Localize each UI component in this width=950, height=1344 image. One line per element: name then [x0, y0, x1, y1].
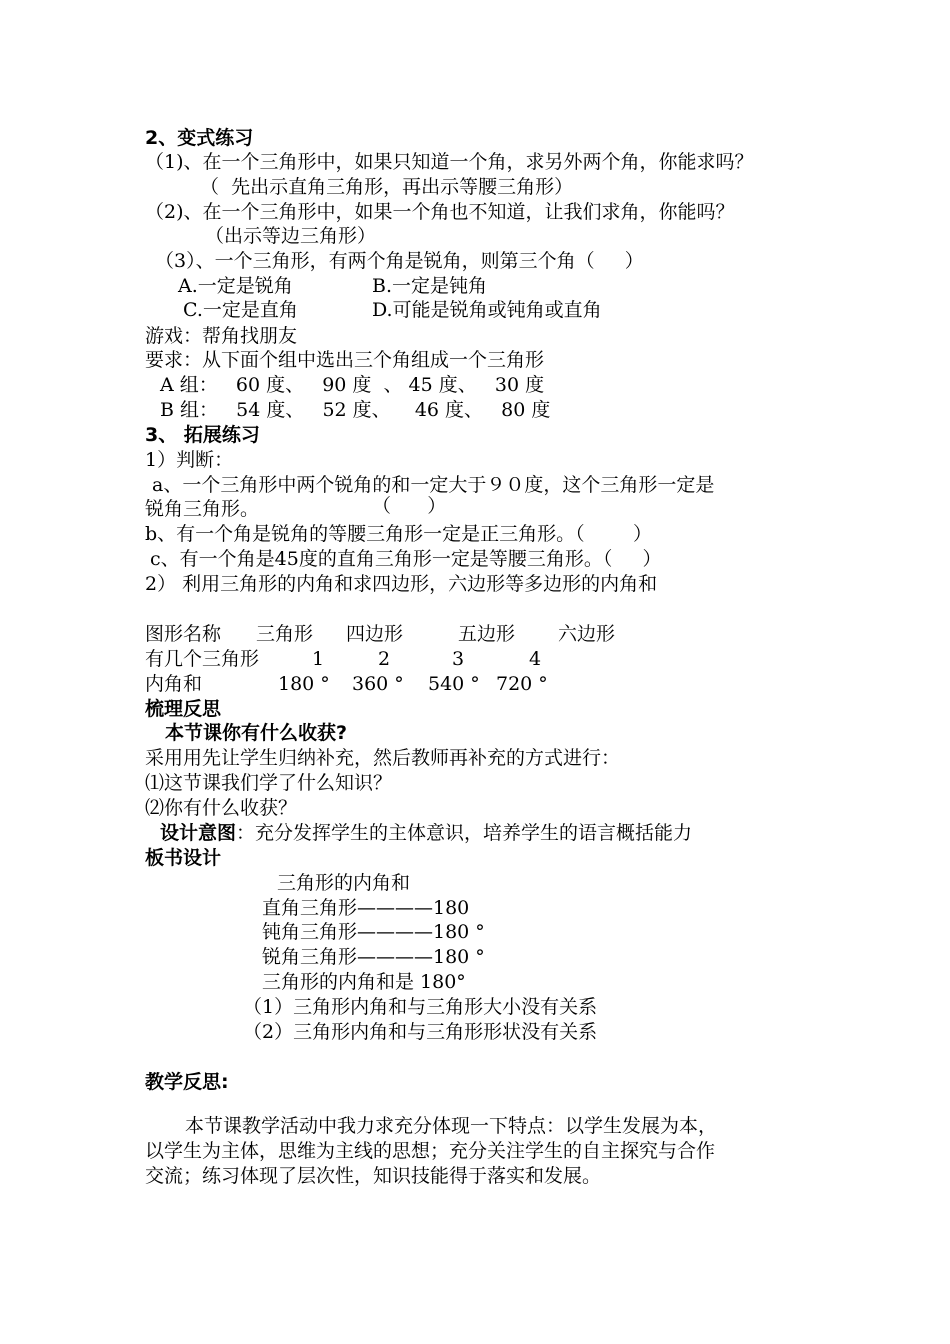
board-line-right: 直角三角形————180 [262, 897, 470, 919]
table-cell: 四边形 [346, 623, 404, 645]
game-title: 游戏：帮角找朋友 [145, 325, 298, 347]
question-2: （2)、在一个三角形中，如果一个角也不知道，让我们求角，你能吗？ [145, 201, 735, 223]
table-cell: 360 ° [352, 673, 404, 695]
section-heading-extension: 3、 拓展练习 [145, 424, 260, 446]
teaching-reflection-line3: 交流；练习体现了层次性，知识技能得于落实和发展。 [145, 1165, 602, 1187]
judge-label: 1）判断： [145, 449, 234, 471]
table-cell: 720 ° [496, 673, 548, 695]
reflection-question-2: ⑵你有什么收获？ [145, 797, 298, 819]
table-cell: 3 [452, 648, 465, 670]
board-line-sum: 三角形的内角和是 180° [262, 971, 466, 993]
judge-a-answer-paren: （ ） [372, 495, 447, 517]
judge-c: c、有一个角是45度的直角三角形一定是等腰三角形。（ ） [150, 548, 662, 570]
question-1: （1)、在一个三角形中，如果只知道一个角，求另外两个角，你能求吗？ [145, 151, 754, 173]
reflection-subheading: 本节课你有什么收获? [165, 722, 348, 744]
board-line-obtuse: 钝角三角形————180 ° [262, 921, 485, 943]
table-cell: 图形名称 [145, 623, 222, 645]
judge-a-line1: a、一个三角形中两个锐角的和一定大于９０度，这个三角形一定是 [152, 474, 715, 496]
board-title: 三角形的内角和 [277, 872, 411, 894]
reflection-method: 采用用先让学生归纳补充，然后教师再补充的方式进行： [145, 747, 621, 769]
option-b: B.一定是钝角 [372, 275, 488, 297]
section-heading-reflection: 梳理反思 [145, 698, 222, 720]
table-cell: 180 ° [278, 673, 330, 695]
design-intent-text: ：充分发挥学生的主体意识，培养学生的语言概括能力 [236, 822, 693, 844]
judge-b: b、有一个角是锐角的等腰三角形一定是正三角形。（ ） [145, 523, 652, 545]
table-cell: 五边形 [458, 623, 516, 645]
question-1-note: （ 先出示直角三角形，再出示等腰三角形） [200, 176, 574, 198]
table-cell: 540 ° [428, 673, 480, 695]
group-a: A 组： 60 度、 90 度 、 45 度、 30 度 [160, 374, 545, 396]
option-d: D.可能是锐角或钝角或直角 [372, 299, 602, 321]
table-cell: 六边形 [558, 623, 616, 645]
option-a: A.一定是锐角 [178, 275, 293, 297]
design-intent [160, 821, 692, 845]
teaching-reflection-line2: 以学生为主体，思维为主线的思想；充分关注学生的自主探究与合作 [145, 1140, 716, 1162]
section-heading-teaching-reflection: 教学反思: [145, 1071, 229, 1093]
option-c: C.一定是直角 [183, 299, 298, 321]
table-cell: 2 [378, 648, 391, 670]
question-3: （3）、一个三角形，有两个角是锐角，则第三个角（ ） [155, 250, 644, 272]
table-cell: 4 [529, 648, 542, 670]
section-heading-variant-practice: 2、变式练习 [145, 127, 254, 149]
judge-a-line2: 锐角三角形。 [145, 498, 260, 520]
table-cell: 三角形 [256, 623, 314, 645]
teaching-reflection-line1: 本节课教学活动中我力求充分体现一下特点：以学生发展为本， [185, 1115, 718, 1137]
reflection-question-1: ⑴这节课我们学了什么知识？ [145, 772, 393, 794]
game-requirement: 要求：从下面个组中选出三个角组成一个三角形 [145, 349, 545, 371]
board-note-shape: （2）三角形内角和与三角形形状没有关系 [243, 1021, 598, 1043]
question-2-note: （出示等边三角形） [205, 225, 377, 247]
section-heading-board: 板书设计 [145, 847, 222, 869]
group-b: B 组： 54 度、 52 度、 46 度、 80 度 [160, 399, 551, 421]
table-cell: 1 [312, 648, 325, 670]
table-cell: 内角和 [145, 673, 203, 695]
board-note-size: （1）三角形内角和与三角形大小没有关系 [243, 996, 598, 1018]
board-line-acute: 锐角三角形————180 ° [262, 946, 485, 968]
table-cell: 有几个三角形 [145, 648, 260, 670]
question-polygon-sum: 2） 利用三角形的内角和求四边形，六边形等多边形的内角和 [145, 573, 658, 595]
design-intent-label: 设计意图 [160, 822, 237, 844]
